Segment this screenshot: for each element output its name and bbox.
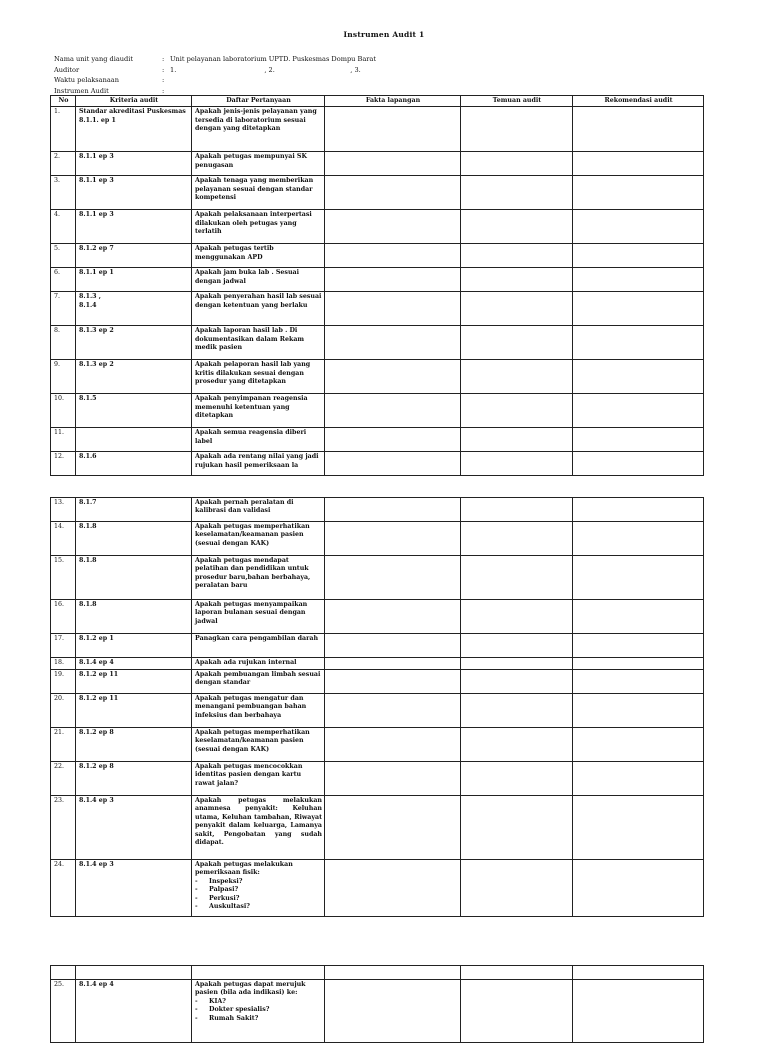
empty-answer-cell xyxy=(573,522,704,556)
info-value xyxy=(170,75,714,86)
criteria-cell: 8.1.1 ep 3 xyxy=(76,176,192,210)
criteria-cell: Standar akreditasi Puskesmas 8.1.1. ep 1 xyxy=(76,107,192,152)
empty-answer-cell xyxy=(325,860,461,917)
question-cell xyxy=(192,670,325,694)
question-text: Apakah ada rentang nilai yang jadi rujukan hasil pemeriksaan la xyxy=(195,453,319,469)
empty-answer-cell xyxy=(461,268,573,292)
info-colon: : xyxy=(162,55,165,63)
info-label: Auditor xyxy=(54,65,80,74)
row-number: 13. xyxy=(51,498,76,522)
table-row xyxy=(51,268,704,292)
audit-table-page-3 xyxy=(50,965,704,1043)
row-number: 23. xyxy=(51,796,76,860)
row-number: 15. xyxy=(51,556,76,600)
audit-table-page-2 xyxy=(50,497,704,917)
empty-answer-cell xyxy=(573,498,704,522)
empty-answer-cell xyxy=(461,600,573,634)
question-cell xyxy=(192,600,325,634)
row-number: 3. xyxy=(51,176,76,210)
table-row xyxy=(51,452,704,476)
criteria-cell: 8.1.8 xyxy=(76,522,192,556)
question-text: Apakah petugas menyampaikan laporan bulanan sesuai dengan jadwal xyxy=(195,601,308,625)
row-number: 7. xyxy=(51,292,76,326)
empty-answer-cell xyxy=(573,360,704,394)
table-row xyxy=(51,244,704,268)
question-text: Apakah petugas mengatur dan menangani pembuangan bahan infeksius dan berbahaya xyxy=(195,695,307,719)
criteria-cell: 8.1.7 xyxy=(76,498,192,522)
column-header: Daftar Pertanyaan xyxy=(192,96,325,107)
empty-answer-cell xyxy=(461,498,573,522)
empty-answer-cell xyxy=(325,670,461,694)
empty-answer-cell xyxy=(325,428,461,452)
empty-answer-cell xyxy=(461,210,573,244)
info-value: 1. , 2. , 3. xyxy=(170,65,361,74)
criteria-cell: 8.1.8 xyxy=(76,556,192,600)
criteria-cell: 8.1.2 ep 11 xyxy=(76,670,192,694)
question-option: - Rumah Sakit? xyxy=(209,1015,322,1023)
row-number: 22. xyxy=(51,762,76,796)
empty-answer-cell xyxy=(573,176,704,210)
question-text: Apakah laporan hasil lab . Di dokumentasikan dalam Rekam medik pasien xyxy=(195,327,305,352)
question-cell xyxy=(192,860,325,917)
table-cell-empty xyxy=(51,966,76,980)
row-number: 11. xyxy=(51,428,76,452)
question-text: Apakah jam buka lab . Sesuai dengan jadwal xyxy=(195,269,300,285)
table-row xyxy=(51,360,704,394)
info-row xyxy=(54,65,714,76)
empty-answer-cell xyxy=(573,694,704,728)
table-row xyxy=(51,176,704,210)
empty-answer-cell xyxy=(573,292,704,326)
criteria-cell: 8.1.3 ep 2 xyxy=(76,326,192,360)
table-row xyxy=(51,980,704,1043)
empty-answer-cell xyxy=(461,326,573,360)
question-option: - Palpasi? xyxy=(209,886,322,894)
table-row xyxy=(51,152,704,176)
criteria-cell: 8.1.3 , 8.1.4 xyxy=(76,292,192,326)
table-cell-empty xyxy=(573,966,704,980)
empty-answer-cell xyxy=(461,556,573,600)
row-number: 17. xyxy=(51,634,76,658)
question-text: Apakah petugas memperhatikan keselamatan/keamanan pasien (sesuai dengan KAK) xyxy=(195,523,310,547)
criteria-cell: 8.1.6 xyxy=(76,452,192,476)
empty-answer-cell xyxy=(573,556,704,600)
column-header: Temuan audit xyxy=(461,96,573,107)
table-cell-empty xyxy=(192,966,325,980)
table-row xyxy=(51,670,704,694)
row-number: 1. xyxy=(51,107,76,152)
empty-answer-cell xyxy=(573,394,704,428)
info-row xyxy=(54,54,714,65)
empty-answer-cell xyxy=(325,107,461,152)
question-cell xyxy=(192,452,325,476)
table-header-row xyxy=(51,96,704,107)
criteria-cell: 8.1.8 xyxy=(76,600,192,634)
empty-answer-cell xyxy=(461,860,573,917)
question-cell xyxy=(192,152,325,176)
empty-answer-cell xyxy=(461,292,573,326)
question-text: Apakah petugas tertib menggunakan APD xyxy=(195,245,274,261)
empty-answer-cell xyxy=(325,658,461,670)
criteria-cell: 8.1.4 ep 3 xyxy=(76,796,192,860)
row-number: 19. xyxy=(51,670,76,694)
empty-answer-cell xyxy=(461,694,573,728)
info-row xyxy=(54,75,714,86)
criteria-cell xyxy=(76,428,192,452)
info-colon: : xyxy=(162,86,165,95)
table-cell-empty xyxy=(461,966,573,980)
empty-answer-cell xyxy=(573,152,704,176)
criteria-cell: 8.1.4 ep 4 xyxy=(76,980,192,1043)
row-number: 2. xyxy=(51,152,76,176)
info-label: Instrumen Audit xyxy=(54,86,109,95)
question-text: Apakah petugas melakukan anamnesa penyakit: Keluhan utama, Keluhan tambahan, Riwayat penyakit dalam keluarga, Lamanya sakit, Pengobatan yang sudah didapat. xyxy=(195,797,322,847)
empty-answer-cell xyxy=(573,428,704,452)
column-header: Fakta lapangan xyxy=(325,96,461,107)
row-number: 10. xyxy=(51,394,76,428)
question-cell xyxy=(192,244,325,268)
empty-answer-cell xyxy=(325,210,461,244)
empty-answer-cell xyxy=(325,522,461,556)
row-number: 12. xyxy=(51,452,76,476)
question-cell xyxy=(192,394,325,428)
empty-answer-cell xyxy=(461,394,573,428)
document-title: Instrumen Audit 1 xyxy=(343,30,425,39)
audit-table-page-1 xyxy=(50,95,704,476)
table-row xyxy=(51,694,704,728)
table-row xyxy=(51,394,704,428)
empty-answer-cell xyxy=(573,796,704,860)
row-number: 4. xyxy=(51,210,76,244)
empty-answer-cell xyxy=(573,107,704,152)
empty-answer-cell xyxy=(325,152,461,176)
criteria-cell: 8.1.5 xyxy=(76,394,192,428)
empty-answer-cell xyxy=(461,670,573,694)
row-number: 14. xyxy=(51,522,76,556)
criteria-cell: 8.1.2 ep 1 xyxy=(76,634,192,658)
empty-answer-cell xyxy=(461,107,573,152)
empty-answer-cell xyxy=(573,634,704,658)
empty-answer-cell xyxy=(325,360,461,394)
empty-answer-cell xyxy=(461,796,573,860)
empty-answer-cell xyxy=(461,452,573,476)
question-text: Apakah petugas dapat merujuk pasien (bila ada indikasi) ke: xyxy=(195,981,306,997)
question-text: Apakah tenaga yang memberikan pelayanan sesuai dengan standar kompetensi xyxy=(195,177,314,202)
question-cell xyxy=(192,326,325,360)
empty-answer-cell xyxy=(573,762,704,796)
empty-answer-cell xyxy=(325,176,461,210)
question-cell xyxy=(192,796,325,860)
empty-answer-cell xyxy=(325,762,461,796)
empty-answer-cell xyxy=(573,452,704,476)
row-number: 25. xyxy=(51,980,76,1043)
question-cell xyxy=(192,268,325,292)
question-text: Panagkan cara pengambilan darah xyxy=(195,635,319,642)
empty-answer-cell xyxy=(573,600,704,634)
empty-answer-cell xyxy=(573,860,704,917)
empty-answer-cell xyxy=(325,600,461,634)
criteria-cell: 8.1.3 ep 2 xyxy=(76,360,192,394)
criteria-cell: 8.1.2 ep 8 xyxy=(76,762,192,796)
question-options xyxy=(195,998,322,1023)
empty-answer-cell xyxy=(325,268,461,292)
empty-answer-cell xyxy=(461,428,573,452)
question-options xyxy=(195,878,322,912)
table-row xyxy=(51,634,704,658)
row-number: 6. xyxy=(51,268,76,292)
info-label: Nama unit yang diaudit xyxy=(54,55,134,63)
question-text: Apakah petugas mempunyai SK penugasan xyxy=(195,153,307,169)
empty-answer-cell xyxy=(325,326,461,360)
question-cell xyxy=(192,498,325,522)
table-row xyxy=(51,210,704,244)
question-text: Apakah semua reagensia diberi label xyxy=(195,429,307,445)
question-cell xyxy=(192,634,325,658)
question-option: - Perkusi? xyxy=(209,895,322,903)
question-text: Apakah penyerahan hasil lab sesuai dengan ketentuan yang berlaku xyxy=(195,293,322,309)
row-number: 9. xyxy=(51,360,76,394)
empty-answer-cell xyxy=(573,728,704,762)
question-cell xyxy=(192,176,325,210)
column-header: Rekomendasi audit xyxy=(573,96,704,107)
row-number: 21. xyxy=(51,728,76,762)
question-text: Apakah pernah peralatan di kalibrasi dan validasi xyxy=(195,499,294,515)
empty-answer-cell xyxy=(573,244,704,268)
empty-answer-cell xyxy=(325,796,461,860)
question-cell xyxy=(192,107,325,152)
empty-answer-cell xyxy=(573,980,704,1043)
table-row xyxy=(51,428,704,452)
table-row xyxy=(51,556,704,600)
empty-answer-cell xyxy=(325,292,461,326)
empty-answer-cell xyxy=(325,980,461,1043)
info-label: Waktu pelaksanaan xyxy=(54,76,119,84)
empty-answer-cell xyxy=(573,268,704,292)
question-text: Apakah pelaksanaan interpertasi dilakukan oleh petugas yang terlatih xyxy=(195,211,312,236)
question-cell xyxy=(192,980,325,1043)
empty-answer-cell xyxy=(573,210,704,244)
empty-answer-cell xyxy=(573,670,704,694)
question-cell xyxy=(192,556,325,600)
question-option: - Dokter spesialis? xyxy=(209,1006,322,1014)
empty-answer-cell xyxy=(573,326,704,360)
row-number: 16. xyxy=(51,600,76,634)
empty-answer-cell xyxy=(461,522,573,556)
criteria-cell: 8.1.2 ep 7 xyxy=(76,244,192,268)
criteria-cell: 8.1.1 ep 3 xyxy=(76,210,192,244)
info-colon: : xyxy=(162,65,165,74)
empty-answer-cell xyxy=(461,728,573,762)
question-cell xyxy=(192,522,325,556)
table-row xyxy=(51,728,704,762)
table-row xyxy=(51,658,704,670)
empty-answer-cell xyxy=(325,694,461,728)
question-cell xyxy=(192,292,325,326)
row-number: 20. xyxy=(51,694,76,728)
table-row xyxy=(51,600,704,634)
empty-answer-cell xyxy=(461,360,573,394)
table-cell-empty xyxy=(325,966,461,980)
info-value: Unit pelayanan laboratorium UPTD. Puskesmas Dompu Barat xyxy=(170,55,377,63)
question-text: Apakah petugas mencocokkan identitas pasien dengan kartu rawat jalan? xyxy=(195,763,303,787)
row-number: 8. xyxy=(51,326,76,360)
question-option: - Inspeksi? xyxy=(209,878,322,886)
empty-answer-cell xyxy=(461,658,573,670)
criteria-cell: 8.1.4 ep 4 xyxy=(76,658,192,670)
question-text: Apakah pelaporan hasil lab yang kritis dilakukan sesuai dengan prosedur yang ditetapkan xyxy=(195,361,311,386)
question-text: Apakah petugas mendapat pelatihan dan pendidikan untuk prosedur baru,bahan berbahaya, peralatan baru xyxy=(195,557,311,590)
question-cell xyxy=(192,210,325,244)
audit-info xyxy=(54,54,714,96)
row-number: 18. xyxy=(51,658,76,670)
row-number: 24. xyxy=(51,860,76,917)
table-row xyxy=(51,762,704,796)
row-number: 5. xyxy=(51,244,76,268)
empty-answer-cell xyxy=(461,762,573,796)
empty-answer-cell xyxy=(461,176,573,210)
empty-answer-cell xyxy=(325,728,461,762)
question-text: Apakah pembuangan limbah sesuai dengan standar xyxy=(195,671,321,687)
question-cell xyxy=(192,762,325,796)
criteria-cell: 8.1.1 ep 3 xyxy=(76,152,192,176)
table-row xyxy=(51,326,704,360)
table-row xyxy=(51,860,704,917)
question-text: Apakah penyimpanan reagensia memenuhi ketentuan yang ditetapkan xyxy=(195,395,308,420)
table-row xyxy=(51,292,704,326)
empty-answer-cell xyxy=(461,634,573,658)
table-row xyxy=(51,498,704,522)
criteria-cell: 8.1.2 ep 8 xyxy=(76,728,192,762)
empty-answer-cell xyxy=(325,394,461,428)
empty-answer-cell xyxy=(325,634,461,658)
question-text: Apakah jenis-jenis pelayanan yang tersedia di laboratorium sesuai dengan yang ditetapkan xyxy=(195,108,317,133)
empty-answer-cell xyxy=(573,658,704,670)
criteria-cell: 8.1.4 ep 3 xyxy=(76,860,192,917)
question-text: Apakah ada rujukan internal xyxy=(195,659,297,666)
criteria-cell: 8.1.1 ep 1 xyxy=(76,268,192,292)
question-cell xyxy=(192,428,325,452)
criteria-cell: 8.1.2 ep 11 xyxy=(76,694,192,728)
empty-answer-cell xyxy=(325,556,461,600)
empty-answer-cell xyxy=(461,244,573,268)
question-text: Apakah petugas memperhatikan keselamatan/keamanan pasien (sesuai dengan KAK) xyxy=(195,729,310,753)
table-row xyxy=(51,796,704,860)
question-option: - KIA? xyxy=(209,998,322,1006)
question-cell xyxy=(192,658,325,670)
question-cell xyxy=(192,728,325,762)
info-colon: : xyxy=(162,76,165,84)
table-cell-empty xyxy=(76,966,192,980)
empty-answer-cell xyxy=(461,980,573,1043)
question-cell xyxy=(192,694,325,728)
table-row-blank xyxy=(51,966,704,980)
question-text: Apakah petugas melakukan pemeriksaan fisik: xyxy=(195,861,293,877)
table-row xyxy=(51,522,704,556)
question-cell xyxy=(192,360,325,394)
column-header: Kriteria audit xyxy=(76,96,192,107)
empty-answer-cell xyxy=(325,244,461,268)
table-row xyxy=(51,107,704,152)
column-header: No xyxy=(51,96,76,107)
empty-answer-cell xyxy=(325,452,461,476)
empty-answer-cell xyxy=(461,152,573,176)
question-option: - Auskultasi? xyxy=(209,903,322,911)
empty-answer-cell xyxy=(325,498,461,522)
